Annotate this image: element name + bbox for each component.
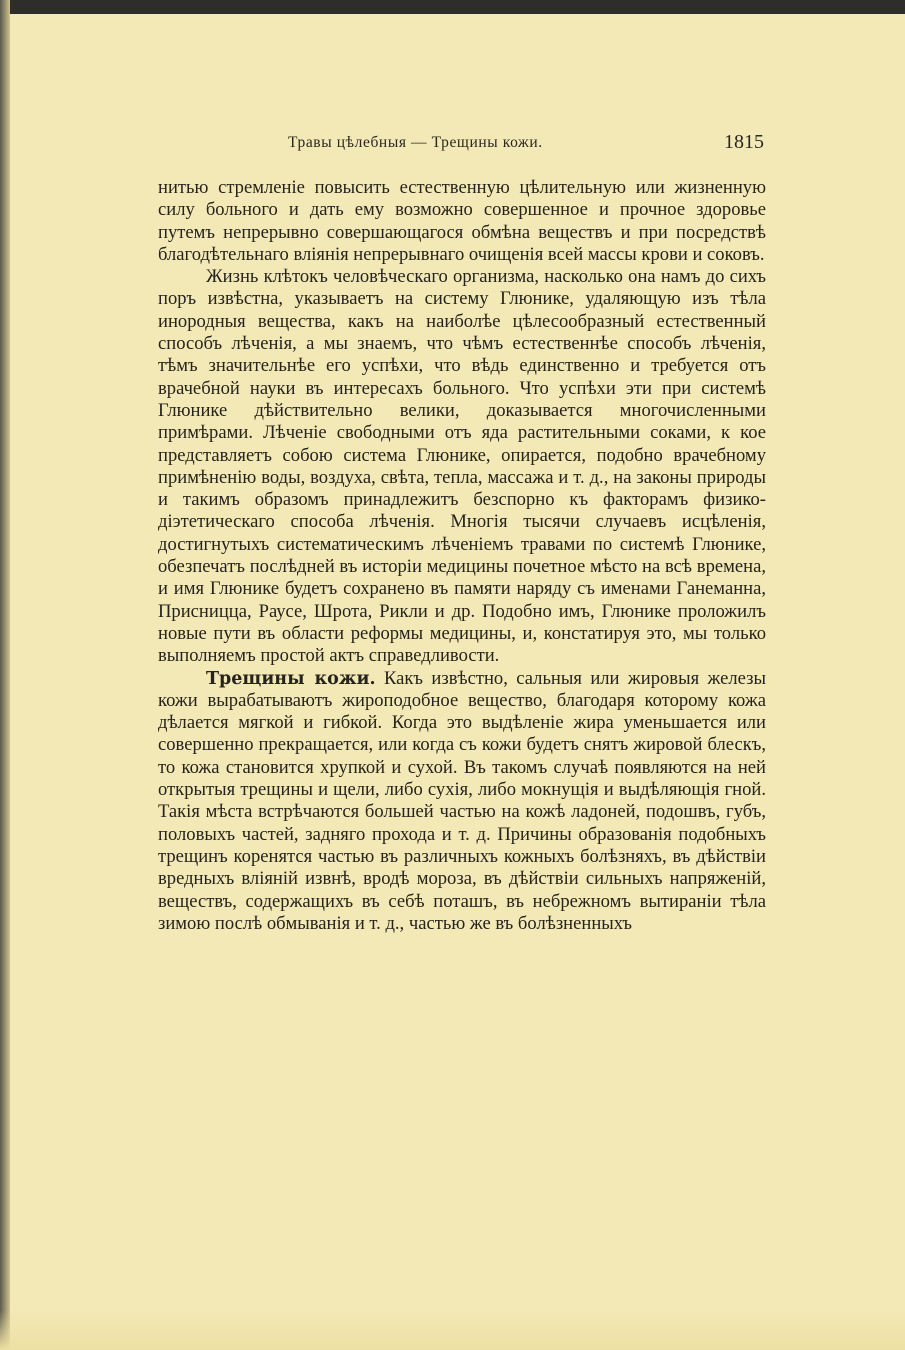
paragraph-skin-cracks bbox=[158, 668, 766, 936]
entry-heading: Трещины кожи. bbox=[206, 668, 376, 689]
running-title: Травы цѣлебныя — Трещины кожи. bbox=[288, 134, 543, 151]
running-head bbox=[288, 131, 768, 157]
page-bottom-shade bbox=[0, 1310, 905, 1350]
paragraph-continued: нитью стремленіе повысить естественную цѣлительную или жизненную силу больного и дать ему возможно совершенное и прочное здоровье путемъ непрерывно совершающагося обмѣна веществъ и при посредствѣ благодѣтельнаго вліянія непрерывнаго очищенія всей массы крови и соковъ. bbox=[158, 177, 766, 265]
page-binding-edge bbox=[0, 0, 10, 1350]
paragraph-gluenike-system: Жизнь клѣтокъ человѣческаго организма, насколько она намъ до сихъ поръ извѣстна, указываетъ на систему Глюнике, удаляющую изъ тѣла инородныя вещества, какъ на наиболѣе цѣлесообразный естественный способъ лѣченія, а мы знаемъ, что чѣмъ естественнѣе способъ лѣченія, тѣмъ значительнѣе его успѣхи, что вѣдь единственно и требуется отъ врачебной науки въ интересахъ больного. Что успѣхи эти при системѣ Глюнике дѣйствительно велики, доказывается многочисленными примѣрами. Лѣченіе свободными отъ яда растительными соками, к кое представляетъ собою система Глюнике, опирается, подобно врачебному примѣненію воды, воздуха, свѣта, тепла, массажа и т. д., на законы природы и такимъ образомъ принадлежитъ безспорно къ факторамъ физико-діэтетическаго способа лѣченія. Многія тысячи случаевъ исцѣленія, достигнутыхъ систематическимъ лѣченіемъ травами по системѣ Глюнике, обезпечатъ послѣдней въ исторіи медицины почетное мѣсто на всѣ времена, и имя Глюнике будетъ сохранено въ памяти наряду съ именами Ганеманна, Присницца, Раусе, Шрота, Рикли и др. Подобно имъ, Глюнике проложилъ новые пути въ области реформы медицины, и, констатируя это, мы только выполняемъ простой актъ справедливости. bbox=[158, 266, 766, 667]
page-number: 1815 bbox=[724, 131, 764, 153]
entry-text: Какъ извѣстно, сальныя или жировыя железы кожи вырабатываютъ жироподобное вещество, благодаря которому кожа дѣлается мягкой и гибкой. Когда это выдѣленіе жира уменьшается или совершенно прекращается, или когда съ кожи будетъ снятъ жировой блескъ, то кожа становится хрупкой и сухой. Въ такомъ случаѣ появляются на ней открытыя трещины и щели, либо сухія, либо мокнущія и выдѣляющія гной. Такія мѣста встрѣчаются большей частью на кожѣ ладоней, подошвъ, губъ, половыхъ частей, задняго прохода и т. д. Причины образованія подобныхъ трещинъ коренятся частью въ различныхъ кожныхъ болѣзняхъ, въ дѣйствіи вредныхъ вліяній извнѣ, вродѣ мороза, въ дѣйствіи сильныхъ напряженій, веществъ, содержащихъ въ себѣ поташъ, въ небрежномъ вытираніи тѣла зимою послѣ обмыванія и т. д., частью же въ болѣзненныхъ bbox=[158, 667, 766, 934]
body-text bbox=[158, 177, 766, 935]
page-top-edge bbox=[0, 0, 905, 14]
